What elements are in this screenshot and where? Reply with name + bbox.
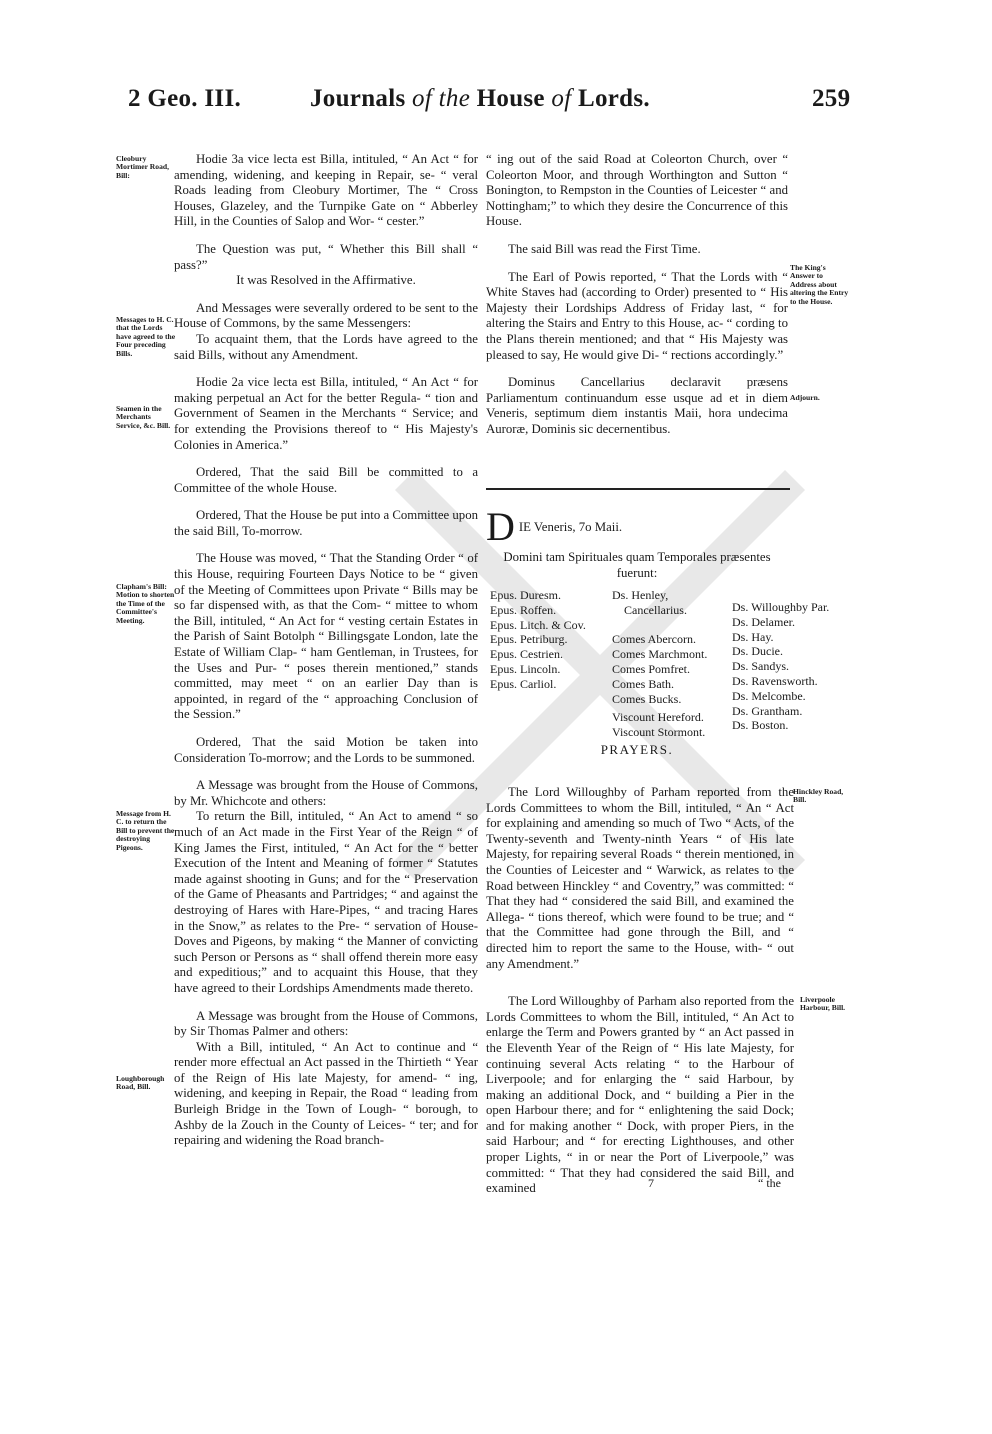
roster-entry: Comes Bath. (612, 676, 674, 691)
right-column-lower (486, 785, 794, 1197)
roster-entry: Viscount Hereford. (612, 710, 704, 725)
paragraph: “ ing out of the said Road at Coleorton Church, over “ Coleorton Moor, and through Worthington and Sutton “ Bonington, to Rempston in the Counties of Leicester “ and Nottingham;” to which they desire the Concurrence of this House. (486, 152, 788, 229)
paragraph: The House was moved, “ That the Standing Order “ of this House, requiring Fourteen Days Notice to be “ given of the Meeting of Committees upon Private “ Bills may be so far dispensed with, as that the Com- “ mittee to whom the Bill, intituled, “ An Act for “ vesting certain Estates in the Parish of Saint Botolph “ Billingsgate London, late the Estate of William Clap- “ ham Gentleman, in Trustees, for the Uses and Pur- “ poses therein mentioned,” stands committed, may meet “ on an earlier Day than is appointed, in regard of the “ approaching Conclusion of the Session.” (174, 551, 478, 722)
running-head-title: Journals of the House of Lords. (310, 85, 650, 112)
day-heading-text: IE Veneris, 7o Maii. (518, 520, 623, 534)
left-column (174, 152, 478, 1149)
paragraph: Ordered, That the said Bill be committed to a Committee of the whole House. (174, 465, 478, 495)
sidenote-cleobury: Cleobury Mortimer Road, Bill: (116, 154, 170, 180)
roster-middle (612, 588, 707, 740)
roster-entry: Ds. Willoughby Par. (732, 600, 830, 614)
paragraph: The Question was put, “ Whether this Bill shall “ pass?” (174, 241, 478, 272)
paragraph: With a Bill, intituled, “ An Act to continue and “ render more effectual an Act passed in the Thirtieth “ Year of the Reign of His late Majesty, for amend- “ ing, widening, and keeping in Repair, the Road “ leading from Burleigh Bridge in the Town of Lough- “ borough, to Ashby de la Zouch in the County of Leices- “ ter; and for repairing and widening the Road branch- (174, 1039, 478, 1148)
roster-entry: Epus. Litch. & Cov. (490, 617, 586, 632)
paragraph: To acquaint them, that the Lords have agreed to the said Bills, without any Amendment. (174, 331, 478, 362)
roster-entry: Epus. Petriburg. (490, 632, 568, 647)
sidenote-hinckley: Hinckley Road, Bill. (793, 787, 844, 805)
sidenote-loughborough: Loughborough Road, Bill. (116, 1074, 165, 1092)
paragraph: The said Bill was read the First Time. (508, 241, 701, 256)
roster-barons (732, 600, 829, 733)
roster-entry: Ds. Melcombe. (732, 688, 806, 703)
day-heading (486, 504, 788, 549)
paragraph: A Message was brought from the House of Commons, by Mr. Whichcote and others: (174, 778, 478, 808)
roster-entry: Ds. Ravensworth. (732, 673, 818, 688)
paragraph: To return the Bill, intituled, “ An Act to amend “ so much of an Act made in the First Year of the Reign “ of King James the First, intituled, “ An Act for the “ better Execution of the Intent and Meaning of former “ Statutes made against shooting in Guns; and for the “ Preservation of the Game of Pheasants and Partridges; “ and against the destroying of Hares with Hare-Pipes, “ and tracing Hares in the Snow,” as relates to the Pre- “ servation of House-Doves and Pigeons, by making “ the Manner of convicting such Person or Persons as “ shall offend therein more easy and expeditious;” and to acquaint this House, that they have agreed to their Lordships Amendments made thereto. (174, 809, 478, 995)
sidenote-adjourn: Adjourn. (790, 393, 820, 402)
sidenote-liverpoole: Liverpoole Harbour, Bill. (800, 995, 846, 1013)
roster-entry: Comes Bucks. (612, 691, 682, 706)
roster-entry: Ds. Hay. (732, 629, 774, 644)
roster-entry: Comes Abercorn. (612, 632, 696, 647)
sidenote-message-from-hc: Message from H. C. to return the Bill to prevent the destroying Pigeons. (116, 809, 175, 852)
paragraph: Ordered, That the said Motion be taken into Consideration To-morrow; and the Lords to be summoned. (174, 735, 478, 765)
paragraph: The Earl of Powis reported, “ That the Lords with “ White Staves had (according to Order) presented to “ His Majesty their Lordships Address of Friday last, “ for altering the Stairs and Entry to this House, ac- “ cording to the Plans therein mentioned; and that “ His Majesty was pleased to say, He would give Di- “ rections accordingly.” (486, 269, 788, 362)
catchword: “ the (758, 1176, 781, 1190)
section-divider (486, 488, 790, 490)
roster-entry: Epus. Lincoln. (490, 661, 561, 676)
paragraph: The Lord Willoughby of Parham also reported from the Lords Committees to whom the Bill, intituled, “ An Act to enlarge the Term and Powers granted by “ an Act passed in the Eleventh Year of the Reign of “ His late Majesty, for continuing several Acts relating “ to the Harbour of Liverpoole; and for enlarging the “ said Harbour, by making an additional Dock, and “ building a Pier in the open Harbour there; and for “ enlightening the said Dock; and for making another “ Dock, with proper Piers, in the said Harbour; and “ for erecting Lighthouses, and other proper Lights, “ in or near the Port of Liverpoole,” was committed: “ That they had considered the said Bill, and examined (486, 994, 794, 1196)
sidenote-kings-answer: The King's Answer to Address about altering the Entry to the House. (790, 263, 849, 306)
page-number: 259 (812, 85, 851, 112)
roster-entry: Epus. Roffen. (490, 602, 557, 617)
drop-cap: D (486, 504, 515, 549)
roster-entry: Ds. Henley, (612, 588, 669, 602)
roster-entry: Viscount Stormont. (612, 725, 706, 740)
paragraph: And Messages were severally ordered to be sent to the House of Commons, by the same Messengers: (174, 300, 478, 331)
roster-entry: Ds. Sandys. (732, 659, 790, 674)
running-head-regnal-year: 2 Geo. III. (128, 85, 242, 112)
paragraph: The Lord Willoughby of Parham reported from the Lords Committees to whom the Bill, intituled, “ An “ Act for explaining and amending so much of Two “ Acts, of the Twenty-seventh and Twenty-ninth Years “ of His late Majesty, for repairing several Roads “ therein mentioned, in the Counties of Leicester and “ Warwick, as relates to the Road between Hinckley “ and Coventry,” was committed: “ That they had “ considered the said Bill, and examined the Allega- “ tions thereof, which were found to be true; and “ that the Committee had gone through the Bill, and “ directed him to report the same to the House, with- “ out any Amendment.” (486, 785, 794, 971)
prayers-heading: PRAYERS. (600, 742, 674, 757)
roster-entry: Ds. Grantham. (732, 703, 803, 718)
sidenote-seamen: Seamen in the Merchants Service, &c. Bill. (116, 404, 171, 430)
roster-entry: Comes Marchmont. (612, 647, 708, 662)
right-column-upper (486, 152, 788, 438)
paragraph: It was Resolved in the Affirmative. (236, 273, 416, 288)
paragraph: Hodie 2a vice lecta est Billa, intituled, “ An Act “ for making perpetual an Act for the better Regula- “ tion and Government of Seamen in the Merchants “ Service; and for extending the Provisions thereof to “ His Majesty's Colonies in America.” (174, 375, 478, 452)
paragraph: Ordered, That the House be put into a Committee upon the said Bill, To-morrow. (174, 508, 478, 538)
paragraph: A Message was brought from the House of Commons, by Sir Thomas Palmer and others: (174, 1008, 478, 1039)
sidenote-clapham: Clapham's Bill: Motion to shorten the Time of the Committee's Meeting. (116, 582, 175, 625)
roster-entry: Cancellarius. (624, 602, 687, 617)
present-line: Domini tam Spirituales quam Temporales præsentes fuerunt: (503, 550, 771, 580)
roster-entry: Ds. Boston. (732, 718, 789, 733)
sidenote-messages: Messages to H. C. that the Lords have agreed to the Four preceding Bills. (116, 315, 176, 358)
roster-bishops (490, 588, 586, 692)
roster-entry: Comes Pomfret. (612, 661, 690, 676)
roster-entry: Ds. Ducie. (732, 644, 783, 659)
roster-entry: Epus. Carliol. (490, 676, 557, 691)
paragraph: Dominus Cancellarius declaravit præsens Parliamentum continuandum esse usque ad et in diem Veneris, septimum diem instantis Maii, hora undecima Auroræ, Dominis sic decernentibus. (486, 375, 788, 436)
roster-entry: Epus. Duresm. (490, 588, 561, 602)
paragraph: Hodie 3a vice lecta est Billa, intituled, “ An Act “ for amending, widening, and keeping in Repair, se- “ veral Roads leading from Cleobury Mortimer, The “ Cross Houses, Glazeley, and the Turnpike Gate on “ Abberley Hill, in the Counties of Salop and Wor- “ cester.” (174, 152, 478, 229)
signature-mark: 7 (648, 1176, 654, 1190)
roster-entry: Ds. Delamer. (732, 614, 795, 629)
roster-entry: Epus. Cestrien. (490, 647, 563, 662)
